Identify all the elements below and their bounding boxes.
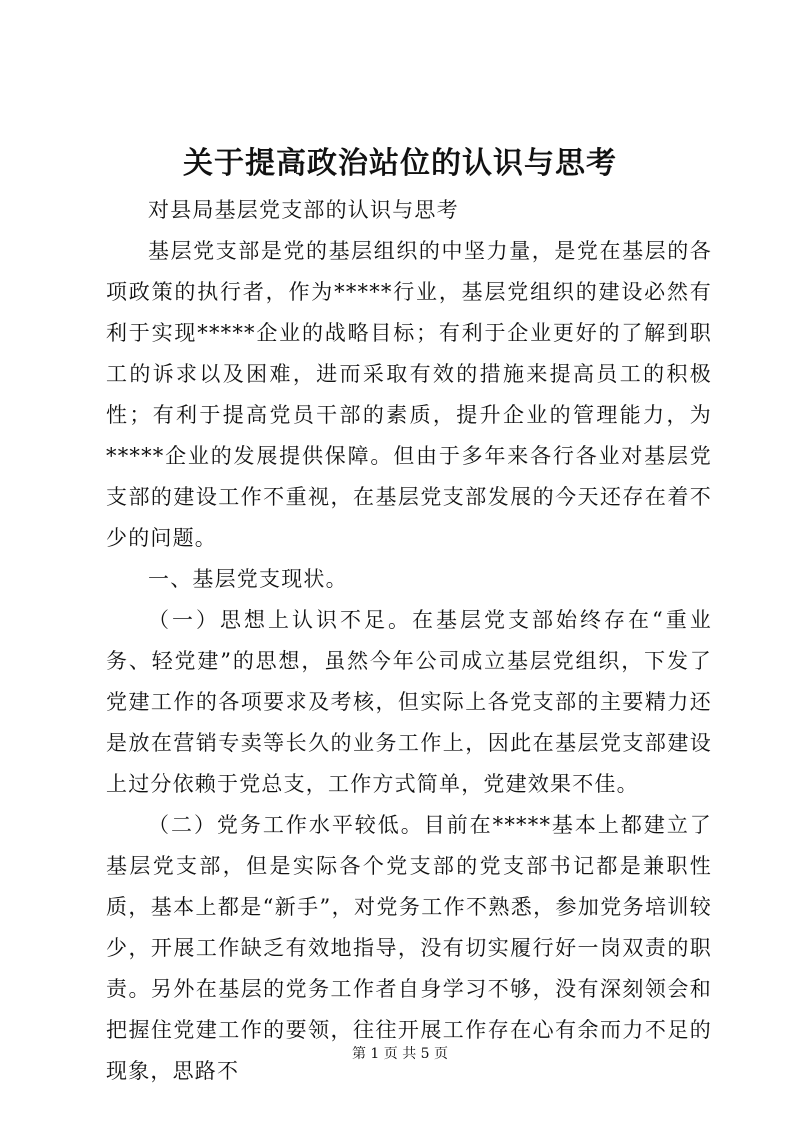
document-body: [106, 190, 712, 1092]
subtitle-paragraph: 对县局基层党支部的认识与思考: [148, 198, 459, 222]
page-number-footer: 第 1 页 共 5 页: [351, 1046, 449, 1062]
document-title: 关于提高政治站位的认识与思考: [183, 146, 617, 181]
point-two-paragraph: （二）党务工作水平较低。目前在*****基本上都建立了基层党支部，但是实际各个党支部的党支部书记都是兼职性质，基本上都是“新手”，对党务工作不熟悉，参加党务培训较少，开展工作缺乏有效地指导，没有切实履行好一岗双责的职责。另外在基层的党务工作者自身学习不够，没有深刻领会和把握住党建工作的要领，往往开展工作存在心有余而力不足的现象，思路不: [106, 813, 712, 1083]
section-heading: 一、基层党支现状。: [148, 567, 348, 591]
point-one-paragraph: （一）思想上认识不足。在基层党支部始终存在“重业务、轻党建”的思想，虽然今年公司成立基层党组织，下发了党建工作的各项要求及考核，但实际上各党支部的主要精力还是放在营销专卖等长久的业务工作上，因此在基层党支部建设上过分依赖于党总支，工作方式简单，党建效果不佳。: [106, 608, 712, 796]
intro-paragraph: 基层党支部是党的基层组织的中坚力量，是党在基层的各项政策的执行者，作为*****行业，基层党组织的建设必然有利于实现*****企业的战略目标；有利于企业更好的了解到职工的诉求以及困难，进而采取有效的措施来提高员工的积极性；有利于提高党员干部的素质，提升企业的管理能力，为*****企业的发展提供保障。但由于多年来各行各业对基层党支部的建设工作不重视，在基层党支部发展的今天还存在着不少的问题。: [106, 239, 712, 550]
